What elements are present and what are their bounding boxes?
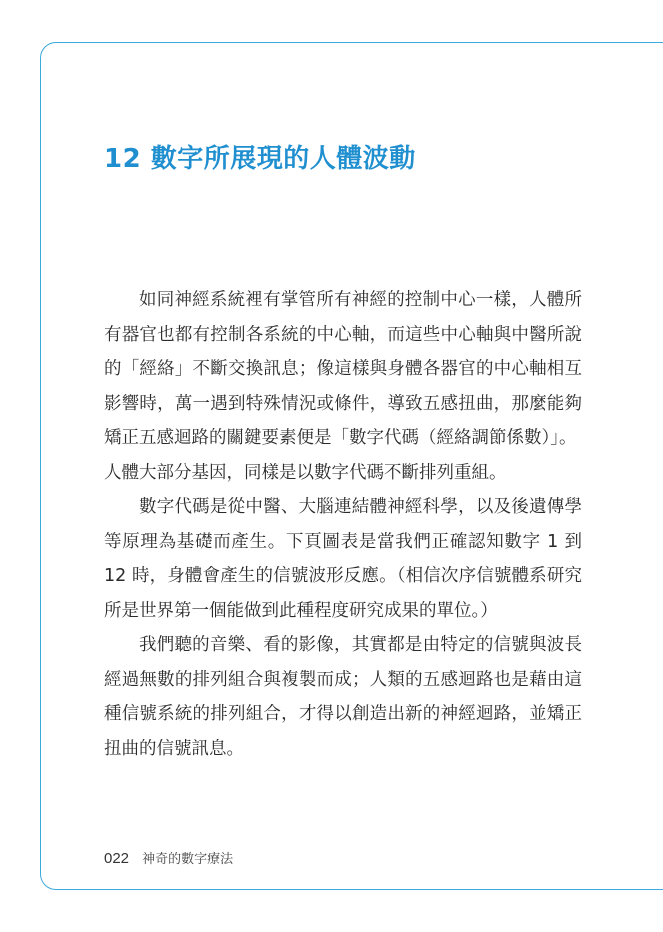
page-number: 022: [104, 850, 130, 867]
body-text: [104, 283, 582, 766]
page-footer: [104, 848, 233, 867]
book-title: 神奇的數字療法: [142, 852, 234, 867]
paragraph: 數字代碼是從中醫、大腦連結體神經科學，以及後遺傳學等原理為基礎而產生。下頁圖表是當我們正確認知數字 1 到 12 時，身體會產生的信號波形反應。（相信次序信號體系研究所是世界第一個能做到此種程度研究成果的單位。）: [104, 497, 582, 621]
paragraph: 如同神經系統裡有掌管所有神經的控制中心一樣，人體所有器官也都有控制各系統的中心軸，而這些中心軸與中醫所說的「經絡」不斷交換訊息；像這樣與身體各器官的中心軸相互影響時，萬一遇到特殊情況或條件，導致五感扭曲，那麼能夠矯正五感迴路的關鍵要素便是「數字代碼（經絡調節係數）」。: [104, 290, 582, 448]
paragraph: 我們聽的音樂、看的影像，其實都是由特定的信號與波長經過無數的排列組合與複製而成；人類的五感迴路也是藉由這種信號系統的排列組合，才得以創造出新的神經迴路，並矯正扭曲的信號訊息。: [104, 635, 582, 759]
chapter-title: 12 數字所展現的人體波動: [104, 144, 416, 174]
paragraph: 人體大部分基因，同樣是以數字代碼不斷排列重組。: [104, 462, 507, 483]
